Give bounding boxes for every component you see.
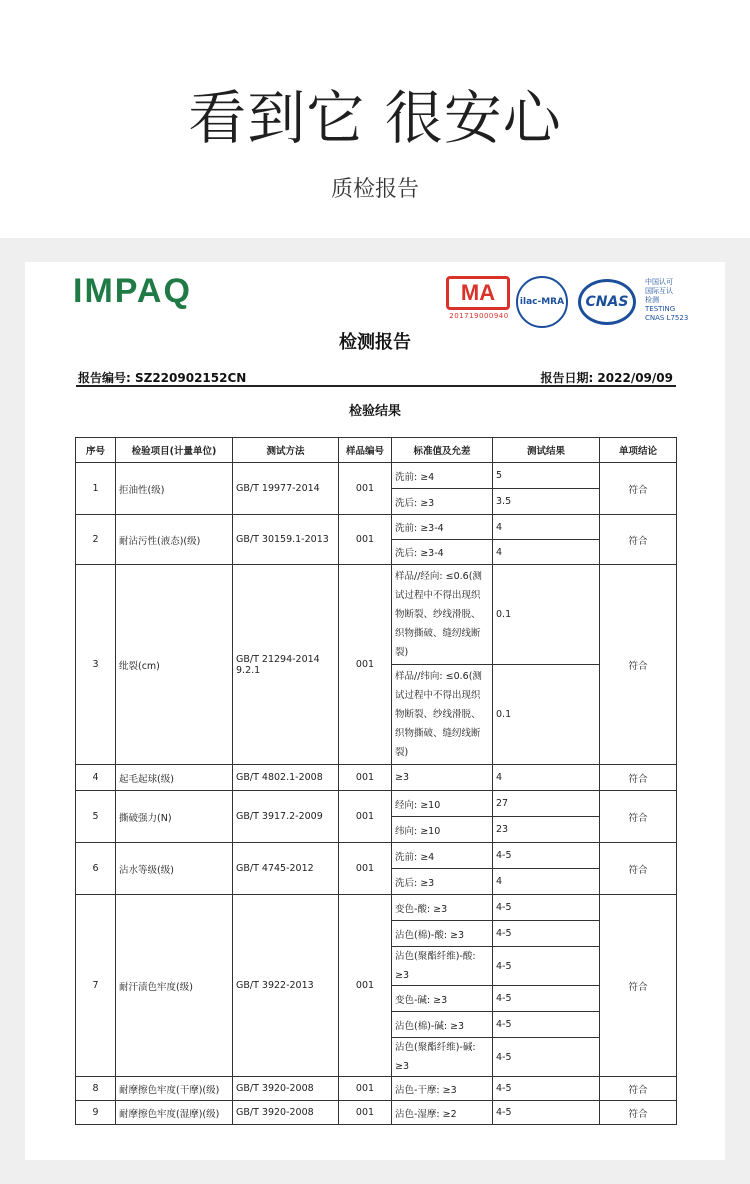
cma-number: 201719000940 [449, 312, 509, 320]
sample-id: 001 [339, 765, 392, 791]
cnas-caption [645, 278, 705, 323]
table-row [76, 565, 677, 665]
standard-value: 样品//经向: ≤0.6(测试过程中不得出现织物断裂、纱线滑脱、织物撕破、缝纫线断裂) [392, 565, 493, 665]
standard-value: ≥3 [392, 765, 493, 791]
table-row [76, 515, 677, 540]
table-header-row [76, 438, 677, 463]
sample-id: 001 [339, 895, 392, 1077]
sample-id: 001 [339, 565, 392, 765]
standard-value: 沾色(聚酯纤维)-酸: ≥3 [392, 947, 493, 986]
standard-value: 洗前: ≥4 [392, 843, 493, 869]
row-number: 2 [76, 515, 116, 565]
test-item: 耐摩擦色牢度(湿摩)(级) [116, 1101, 233, 1125]
conclusion: 符合 [600, 791, 677, 843]
row-number: 7 [76, 895, 116, 1077]
test-result: 0.1 [493, 565, 600, 665]
test-method: GB/T 21294-2014 9.2.1 [233, 565, 339, 765]
table-row [76, 791, 677, 817]
test-result: 0.1 [493, 665, 600, 765]
row-number: 4 [76, 765, 116, 791]
test-item: 耐汗渍色牢度(级) [116, 895, 233, 1077]
test-item: 沾水等级(级) [116, 843, 233, 895]
standard-value: 沾色(棉)-碱: ≥3 [392, 1012, 493, 1038]
standard-value: 洗前: ≥4 [392, 463, 493, 489]
cnas-line: 中国认可 [645, 278, 673, 286]
standard-value: 样品//纬向: ≤0.6(测试过程中不得出现织物断裂、纱线滑脱、织物撕破、缝纫线断裂) [392, 665, 493, 765]
test-method: GB/T 19977-2014 [233, 463, 339, 515]
standard-value: 沾色(棉)-酸: ≥3 [392, 921, 493, 947]
test-result: 4 [493, 540, 600, 565]
row-number: 5 [76, 791, 116, 843]
header-cell: 样品编号 [339, 438, 392, 463]
ilac-mra-seal: ilac-MRA [516, 276, 568, 328]
conclusion: 符合 [600, 1077, 677, 1101]
test-method: GB/T 3922-2013 [233, 895, 339, 1077]
conclusion: 符合 [600, 765, 677, 791]
row-number: 3 [76, 565, 116, 765]
conclusion: 符合 [600, 463, 677, 515]
header-cell: 单项结论 [600, 438, 677, 463]
standard-value: 纬向: ≥10 [392, 817, 493, 843]
cnas-line: TESTING [645, 305, 676, 313]
test-method: GB/T 4745-2012 [233, 843, 339, 895]
test-result: 4-5 [493, 1077, 600, 1101]
test-result: 4-5 [493, 921, 600, 947]
test-result: 4-5 [493, 947, 600, 986]
conclusion: 符合 [600, 843, 677, 895]
header-cell: 测试结果 [493, 438, 600, 463]
conclusion: 符合 [600, 895, 677, 1077]
test-method: GB/T 3920-2008 [233, 1101, 339, 1125]
row-number: 9 [76, 1101, 116, 1125]
header-cell: 标准值及允差 [392, 438, 493, 463]
test-item: 拒油性(级) [116, 463, 233, 515]
cnas-line: 国际互认 [645, 287, 673, 295]
brand-logo: IMPAQ [73, 272, 192, 310]
test-method: GB/T 4802.1-2008 [233, 765, 339, 791]
test-item: 耐摩擦色牢度(干摩)(级) [116, 1077, 233, 1101]
row-number: 6 [76, 843, 116, 895]
test-result: 4 [493, 869, 600, 895]
report-title: 检测报告 [339, 332, 411, 353]
table-row [76, 895, 677, 921]
sample-id: 001 [339, 515, 392, 565]
test-item: 撕破强力(N) [116, 791, 233, 843]
standard-value: 洗后: ≥3 [392, 489, 493, 515]
table-row [76, 463, 677, 489]
sample-id: 001 [339, 1101, 392, 1125]
cma-mark: MA [446, 276, 510, 310]
header-cell: 序号 [76, 438, 116, 463]
sample-id: 001 [339, 843, 392, 895]
table-row [76, 1101, 677, 1125]
test-result: 4 [493, 765, 600, 791]
test-result: 4-5 [493, 1012, 600, 1038]
standard-value: 变色-碱: ≥3 [392, 986, 493, 1012]
cnas-line: CNAS L7523 [645, 314, 689, 322]
report-date: 报告日期: 2022/09/09 [540, 371, 673, 385]
table-row [76, 765, 677, 791]
hero-title: 看到它 很安心 [188, 84, 562, 152]
standard-value: 经向: ≥10 [392, 791, 493, 817]
test-item: 起毛起球(级) [116, 765, 233, 791]
standard-value: 变色-酸: ≥3 [392, 895, 493, 921]
results-table [75, 437, 677, 1125]
hero-subtitle: 质检报告 [330, 177, 419, 202]
test-method: GB/T 30159.1-2013 [233, 515, 339, 565]
row-number: 8 [76, 1077, 116, 1101]
standard-value: 洗前: ≥3-4 [392, 515, 493, 540]
table-row [76, 1077, 677, 1101]
cnas-line: 检测 [645, 296, 659, 304]
test-result: 4-5 [493, 843, 600, 869]
sample-id: 001 [339, 791, 392, 843]
test-result: 4-5 [493, 1101, 600, 1125]
report-number: 报告编号: SZ220902152CN [78, 371, 247, 385]
sample-id: 001 [339, 463, 392, 515]
conclusion: 符合 [600, 565, 677, 765]
test-item: 纰裂(cm) [116, 565, 233, 765]
standard-value: 沾色(聚酯纤维)-碱: ≥3 [392, 1038, 493, 1077]
header-cell: 检验项目(计量单位) [116, 438, 233, 463]
standard-value: 沾色-湿摩: ≥2 [392, 1101, 493, 1125]
test-result: 3.5 [493, 489, 600, 515]
table-row [76, 843, 677, 869]
header-divider [76, 385, 676, 387]
test-item: 耐沾污性(液态)(级) [116, 515, 233, 565]
test-method: GB/T 3917.2-2009 [233, 791, 339, 843]
row-number: 1 [76, 463, 116, 515]
test-method: GB/T 3920-2008 [233, 1077, 339, 1101]
test-result: 4-5 [493, 895, 600, 921]
standard-value: 沾色-干摩: ≥3 [392, 1077, 493, 1101]
section-title: 检验结果 [348, 404, 401, 419]
cma-seal [446, 276, 512, 320]
hero-banner [0, 0, 750, 238]
conclusion: 符合 [600, 1101, 677, 1125]
test-result: 27 [493, 791, 600, 817]
test-result: 4-5 [493, 1038, 600, 1077]
test-result: 23 [493, 817, 600, 843]
cnas-seal: CNAS [578, 279, 636, 325]
conclusion: 符合 [600, 515, 677, 565]
standard-value: 洗后: ≥3-4 [392, 540, 493, 565]
standard-value: 洗后: ≥3 [392, 869, 493, 895]
test-result: 5 [493, 463, 600, 489]
test-result: 4-5 [493, 986, 600, 1012]
header-cell: 测试方法 [233, 438, 339, 463]
sample-id: 001 [339, 1077, 392, 1101]
test-result: 4 [493, 515, 600, 540]
